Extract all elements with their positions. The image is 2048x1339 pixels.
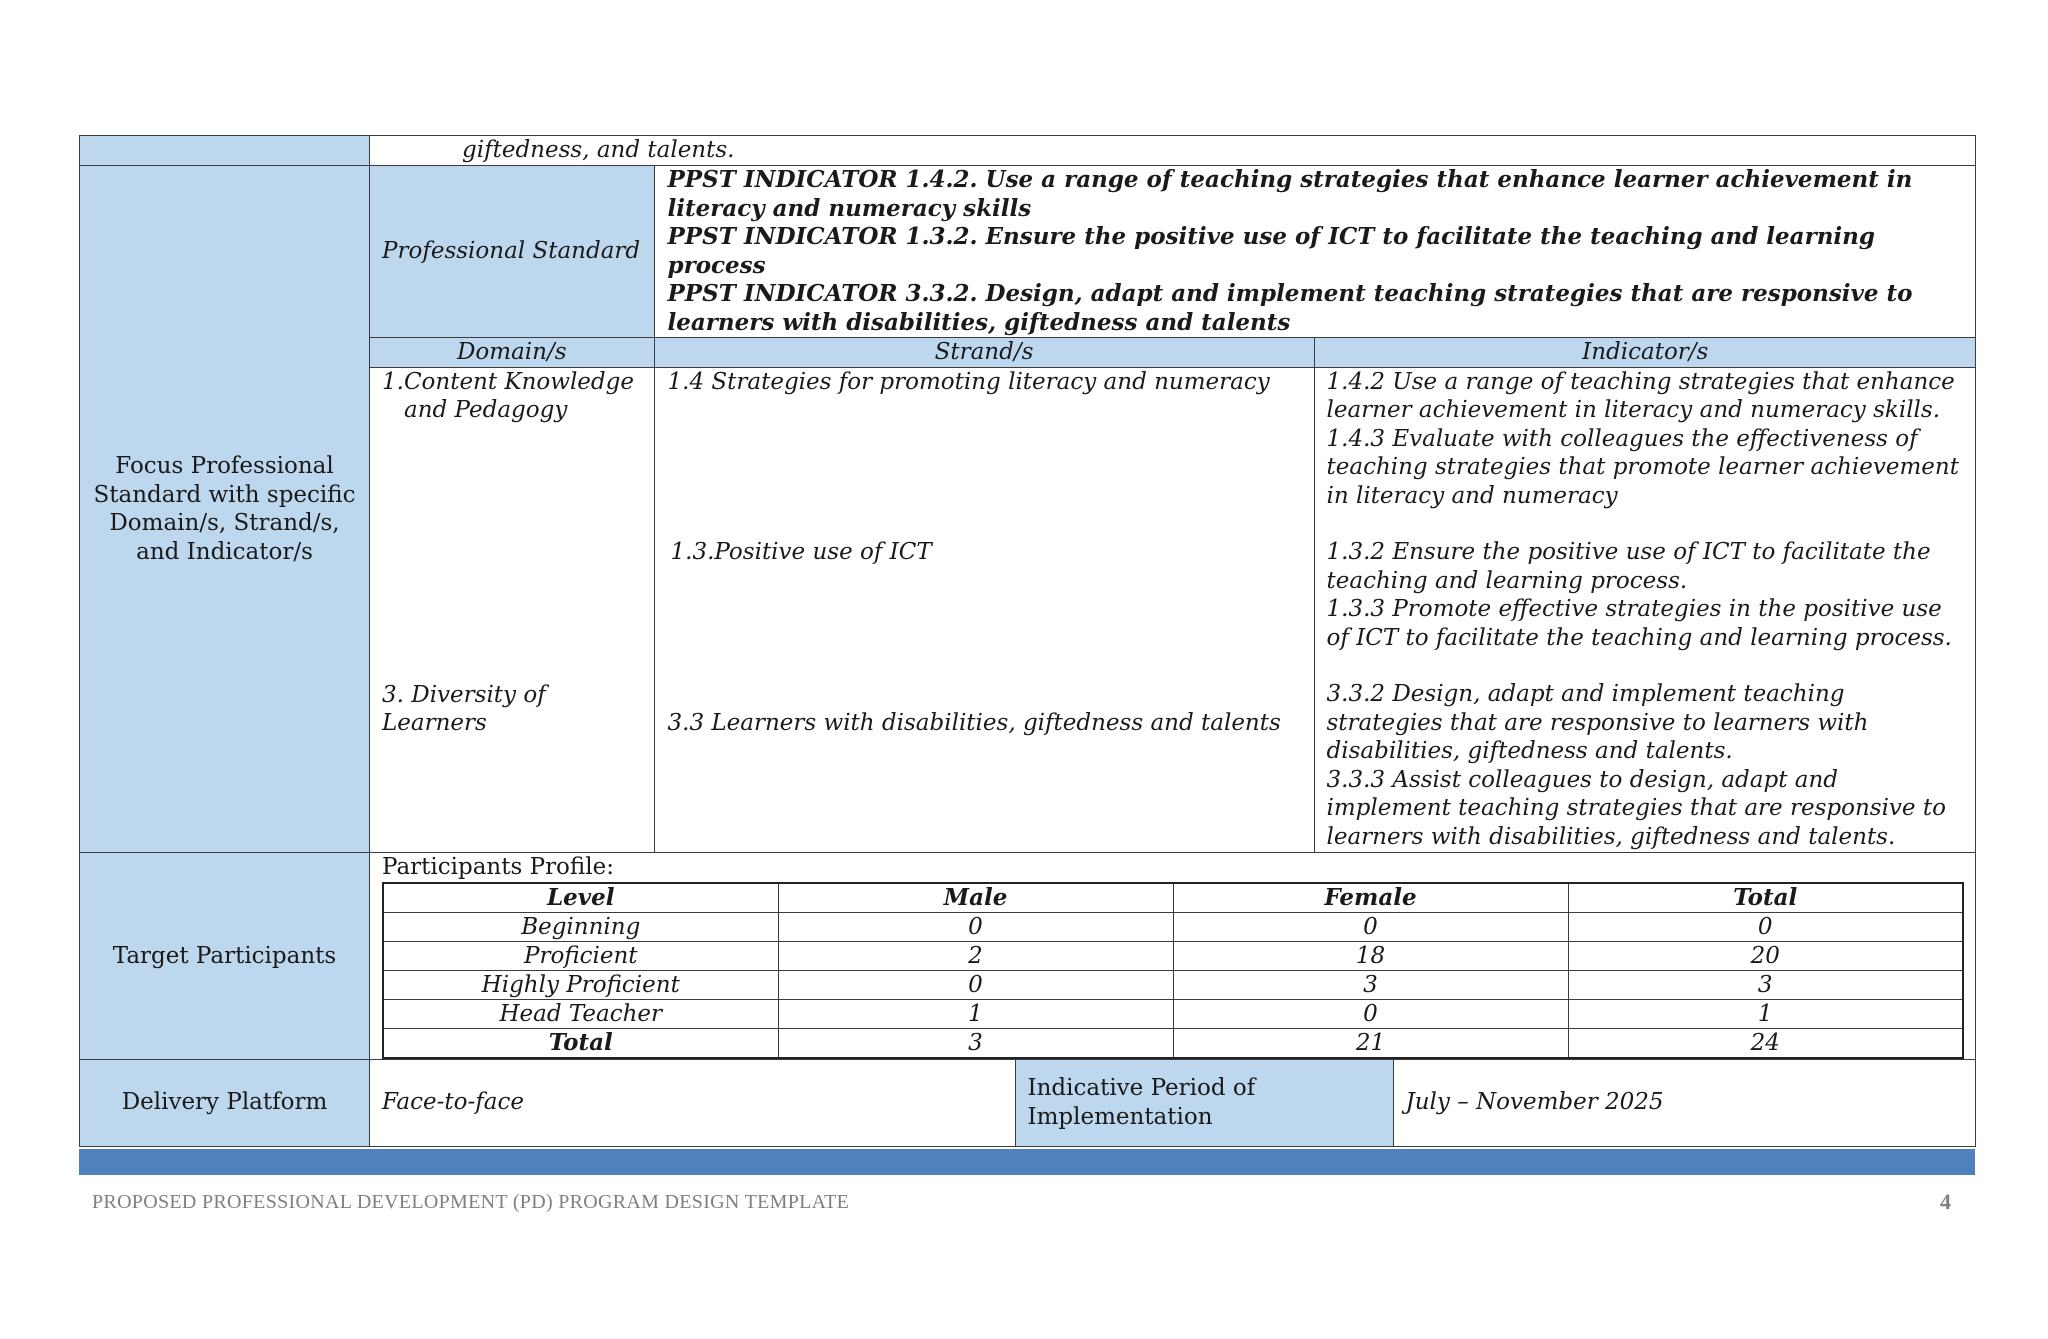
footer-bar [79,1149,1975,1175]
target-row [80,853,1976,1060]
participants-table [382,882,1964,1059]
grid-header-row [370,338,1976,368]
table-row [383,941,1963,970]
total-cell: 3 [1568,970,1963,999]
period-value: July – November 2025 [1393,1060,1976,1146]
strand-1-3: 1.3.Positive use of ICT [670,538,932,565]
indicator-cell [1314,367,1976,852]
professional-standard-label: Professional Standard [370,166,654,338]
grid-body-row [370,367,1976,852]
standard-grid [370,166,1976,852]
col-level: Level [383,883,778,913]
domain-cell [370,367,654,852]
level-cell: Total [383,1028,778,1058]
level-cell: Proficient [383,941,778,970]
level-cell: Beginning [383,912,778,941]
period-label: Indicative Period of Implementation [1015,1060,1393,1146]
female-cell: 3 [1173,970,1568,999]
indicator-1-4-2: 1.4.2 Use a range of teaching strategies that enhance learner achievement in literacy and numeracy skills. [1326,368,1955,423]
main-table [79,135,1976,1147]
female-cell: 0 [1173,999,1568,1028]
participants-profile-title: Participants Profile: [382,854,614,880]
level-cell: Highly Proficient [383,970,778,999]
table-row-total [383,1028,1963,1058]
participants-header-row [383,883,1963,913]
total-cell: 20 [1568,941,1963,970]
domain-header: Domain/s [370,338,654,368]
target-label: Target Participants [80,853,370,1060]
male-cell: 1 [778,999,1173,1028]
continuation-text: giftedness, and talents. [370,136,1976,166]
indicator-1-3-2: 1.3.2 Ensure the positive use of ICT to facilitate the teaching and learning process. [1326,539,1931,594]
male-cell: 3 [778,1028,1173,1058]
female-cell: 0 [1173,912,1568,941]
total-cell: 24 [1568,1028,1963,1058]
indicator-1-4-3: 1.4.3 Evaluate with colleagues the effectiveness of teaching strategies that promote learner achievement in literacy and numeracy [1326,425,1959,509]
continuation-label-cell [80,136,370,166]
focus-label: Focus Professional Standard with specific Domain/s, Strand/s, and Indicator/s [80,166,370,853]
table-row [383,912,1963,941]
male-cell: 0 [778,912,1173,941]
female-cell: 18 [1173,941,1568,970]
delivery-value: Face-to-face [370,1060,1015,1146]
footer-title: PROPOSED PROFESSIONAL DEVELOPMENT (PD) PROGRAM DESIGN TEMPLATE [92,1191,850,1213]
target-content [370,853,1976,1060]
total-cell: 0 [1568,912,1963,941]
col-female: Female [1173,883,1568,913]
strand-3-3: 3.3 Learners with disabilities, giftedness and talents [667,709,1281,736]
ppst-indicator-2: PPST INDICATOR 1.3.2. Ensure the positive use of ICT to facilitate the teaching and learning process [667,223,1875,279]
delivery-grid [370,1060,1976,1146]
continuation-row [80,136,1976,166]
male-cell: 2 [778,941,1173,970]
table-row [383,970,1963,999]
program-design-table [79,135,1975,1147]
ppst-indicators [654,166,1976,338]
professional-standard-row [370,166,1976,338]
col-male: Male [778,883,1173,913]
domain-1: 1.Content Knowledge and Pedagogy [382,368,634,423]
delivery-content [370,1059,1976,1146]
strand-1-4: 1.4 Strategies for promoting literacy and numeracy [667,368,1270,395]
indicator-1-3-3: 1.3.3 Promote effective strategies in the positive use of ICT to facilitate the teaching and learning process. [1326,596,1952,651]
table-row [383,999,1963,1028]
female-cell: 21 [1173,1028,1568,1058]
col-total: Total [1568,883,1963,913]
indicator-header: Indicator/s [1314,338,1976,368]
ppst-indicator-1: PPST INDICATOR 1.4.2. Use a range of teaching strategies that enhance learner achievement in literacy and numeracy skills [667,166,1913,222]
strand-cell [654,367,1314,852]
domain-3: 3. Diversity of Learners [382,681,546,736]
ppst-indicator-3: PPST INDICATOR 3.3.2. Design, adapt and implement teaching strategies that are responsive to learners with disabilities, giftedness and talents [667,280,1913,336]
focus-row [80,166,1976,853]
delivery-row [80,1059,1976,1146]
focus-content [370,166,1976,853]
indicator-3-3-3: 3.3.3 Assist colleagues to design, adapt and implement teaching strategies that are responsive to learners with disabilities, giftedness and talents. [1326,766,1946,850]
page-number: 4 [1940,1189,1951,1214]
male-cell: 0 [778,970,1173,999]
total-cell: 1 [1568,999,1963,1028]
indicator-3-3-2: 3.3.2 Design, adapt and implement teaching strategies that are responsive to learners with disabilities, giftedness and talents. [1326,681,1869,764]
delivery-label: Delivery Platform [80,1059,370,1146]
level-cell: Head Teacher [383,999,778,1028]
strand-header: Strand/s [654,338,1314,368]
